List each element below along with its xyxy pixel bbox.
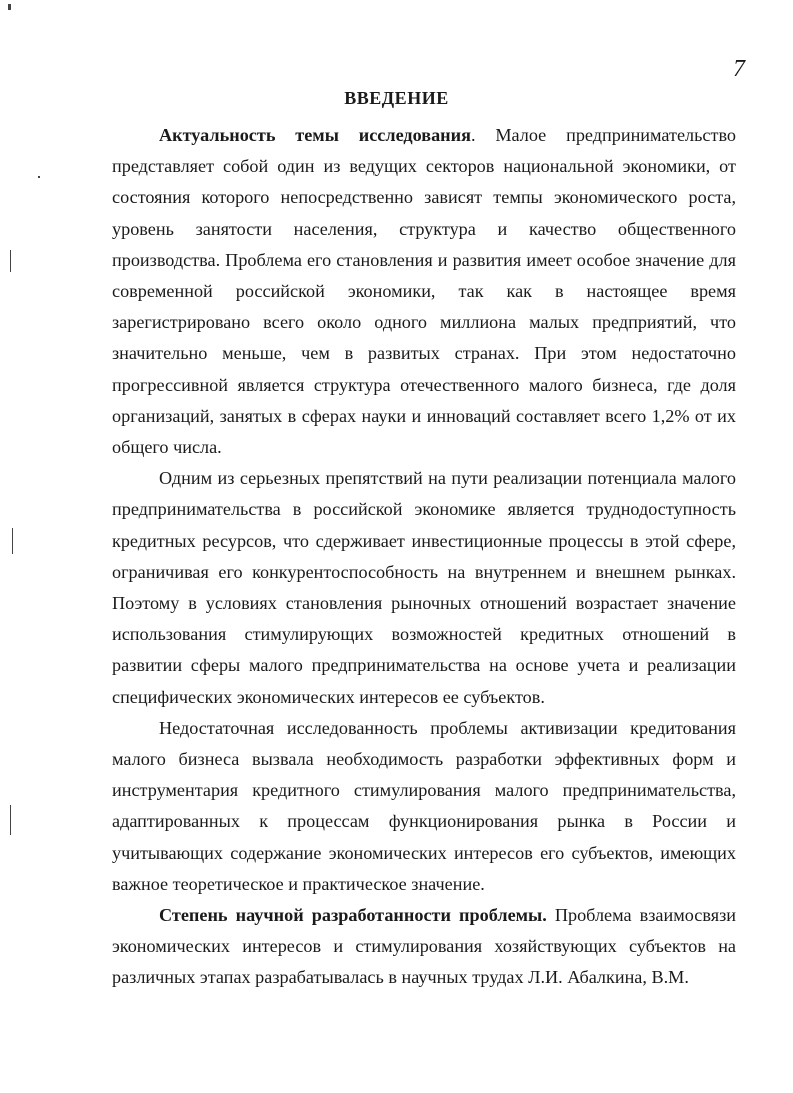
paragraph-text: Проблема взаимосвязи экономических интересов и стимулирования хозяйствующих субъектов на различных этапах разрабатывалась в научных трудах Л.И. Абалкина, В.М. — [112, 905, 736, 988]
paragraph — [112, 463, 736, 713]
scan-mark — [10, 805, 11, 835]
scan-mark — [38, 176, 40, 178]
paragraph-text: . Малое предпринимательство представляет собой один из ведущих секторов национальной экономики, от состояния которого непосредственно зависят темпы экономического роста, уровень занятости населения, структура и качество общественного производства. Проблема его становления и развития имеет особое значение для современной российской экономики, так как в настоящее время зарегистрировано всего около одного миллиона малых предприятий, что значительно меньше, чем в развитых странах. При этом недостаточно прогрессивной является структура отечественного малого бизнеса, где доля организаций, занятых в сферах науки и инноваций составляет всего 1,2% от их общего числа. — [112, 125, 736, 458]
scan-mark — [12, 528, 13, 554]
scan-mark — [8, 4, 11, 10]
paragraph-lead: Степень научной разработанности проблемы. — [159, 905, 547, 926]
paragraph-text: Недостаточная исследованность проблемы активизации кредитования малого бизнеса вызвала необходимость разработки эффективных форм и инструментария кредитного стимулирования малого предпринимательства, адаптированных к процессам функционирования рынка в России и учитывающих содержание экономических интересов его субъектов, имеющих важное теоретическое и практическое значение. — [112, 717, 736, 894]
paragraph — [112, 713, 736, 900]
paragraph-lead: Актуальность темы исследования — [159, 125, 471, 145]
body-text — [112, 120, 736, 994]
page-number: 7 — [733, 56, 745, 82]
page-title: ВВЕДЕНИЕ — [344, 88, 449, 108]
scan-mark — [10, 250, 11, 272]
paragraph-text: Одним из серьезных препятствий на пути реализации потенциала малого предпринимательства в российской экономике является труднодоступность кредитных ресурсов, что сдерживает инвестиционные процессы в этой сфере, ограничивая его конкурентоспособность на внутреннем и внешнем рынках. Поэтому в условиях становления рыночных отношений возрастает значение использования стимулирующих возможностей кредитных отношений в развитии сферы малого предпринимательства на основе учета и реализации специфических экономических интересов ее субъектов. — [112, 468, 736, 707]
paragraph — [112, 900, 736, 994]
paragraph — [112, 120, 736, 463]
